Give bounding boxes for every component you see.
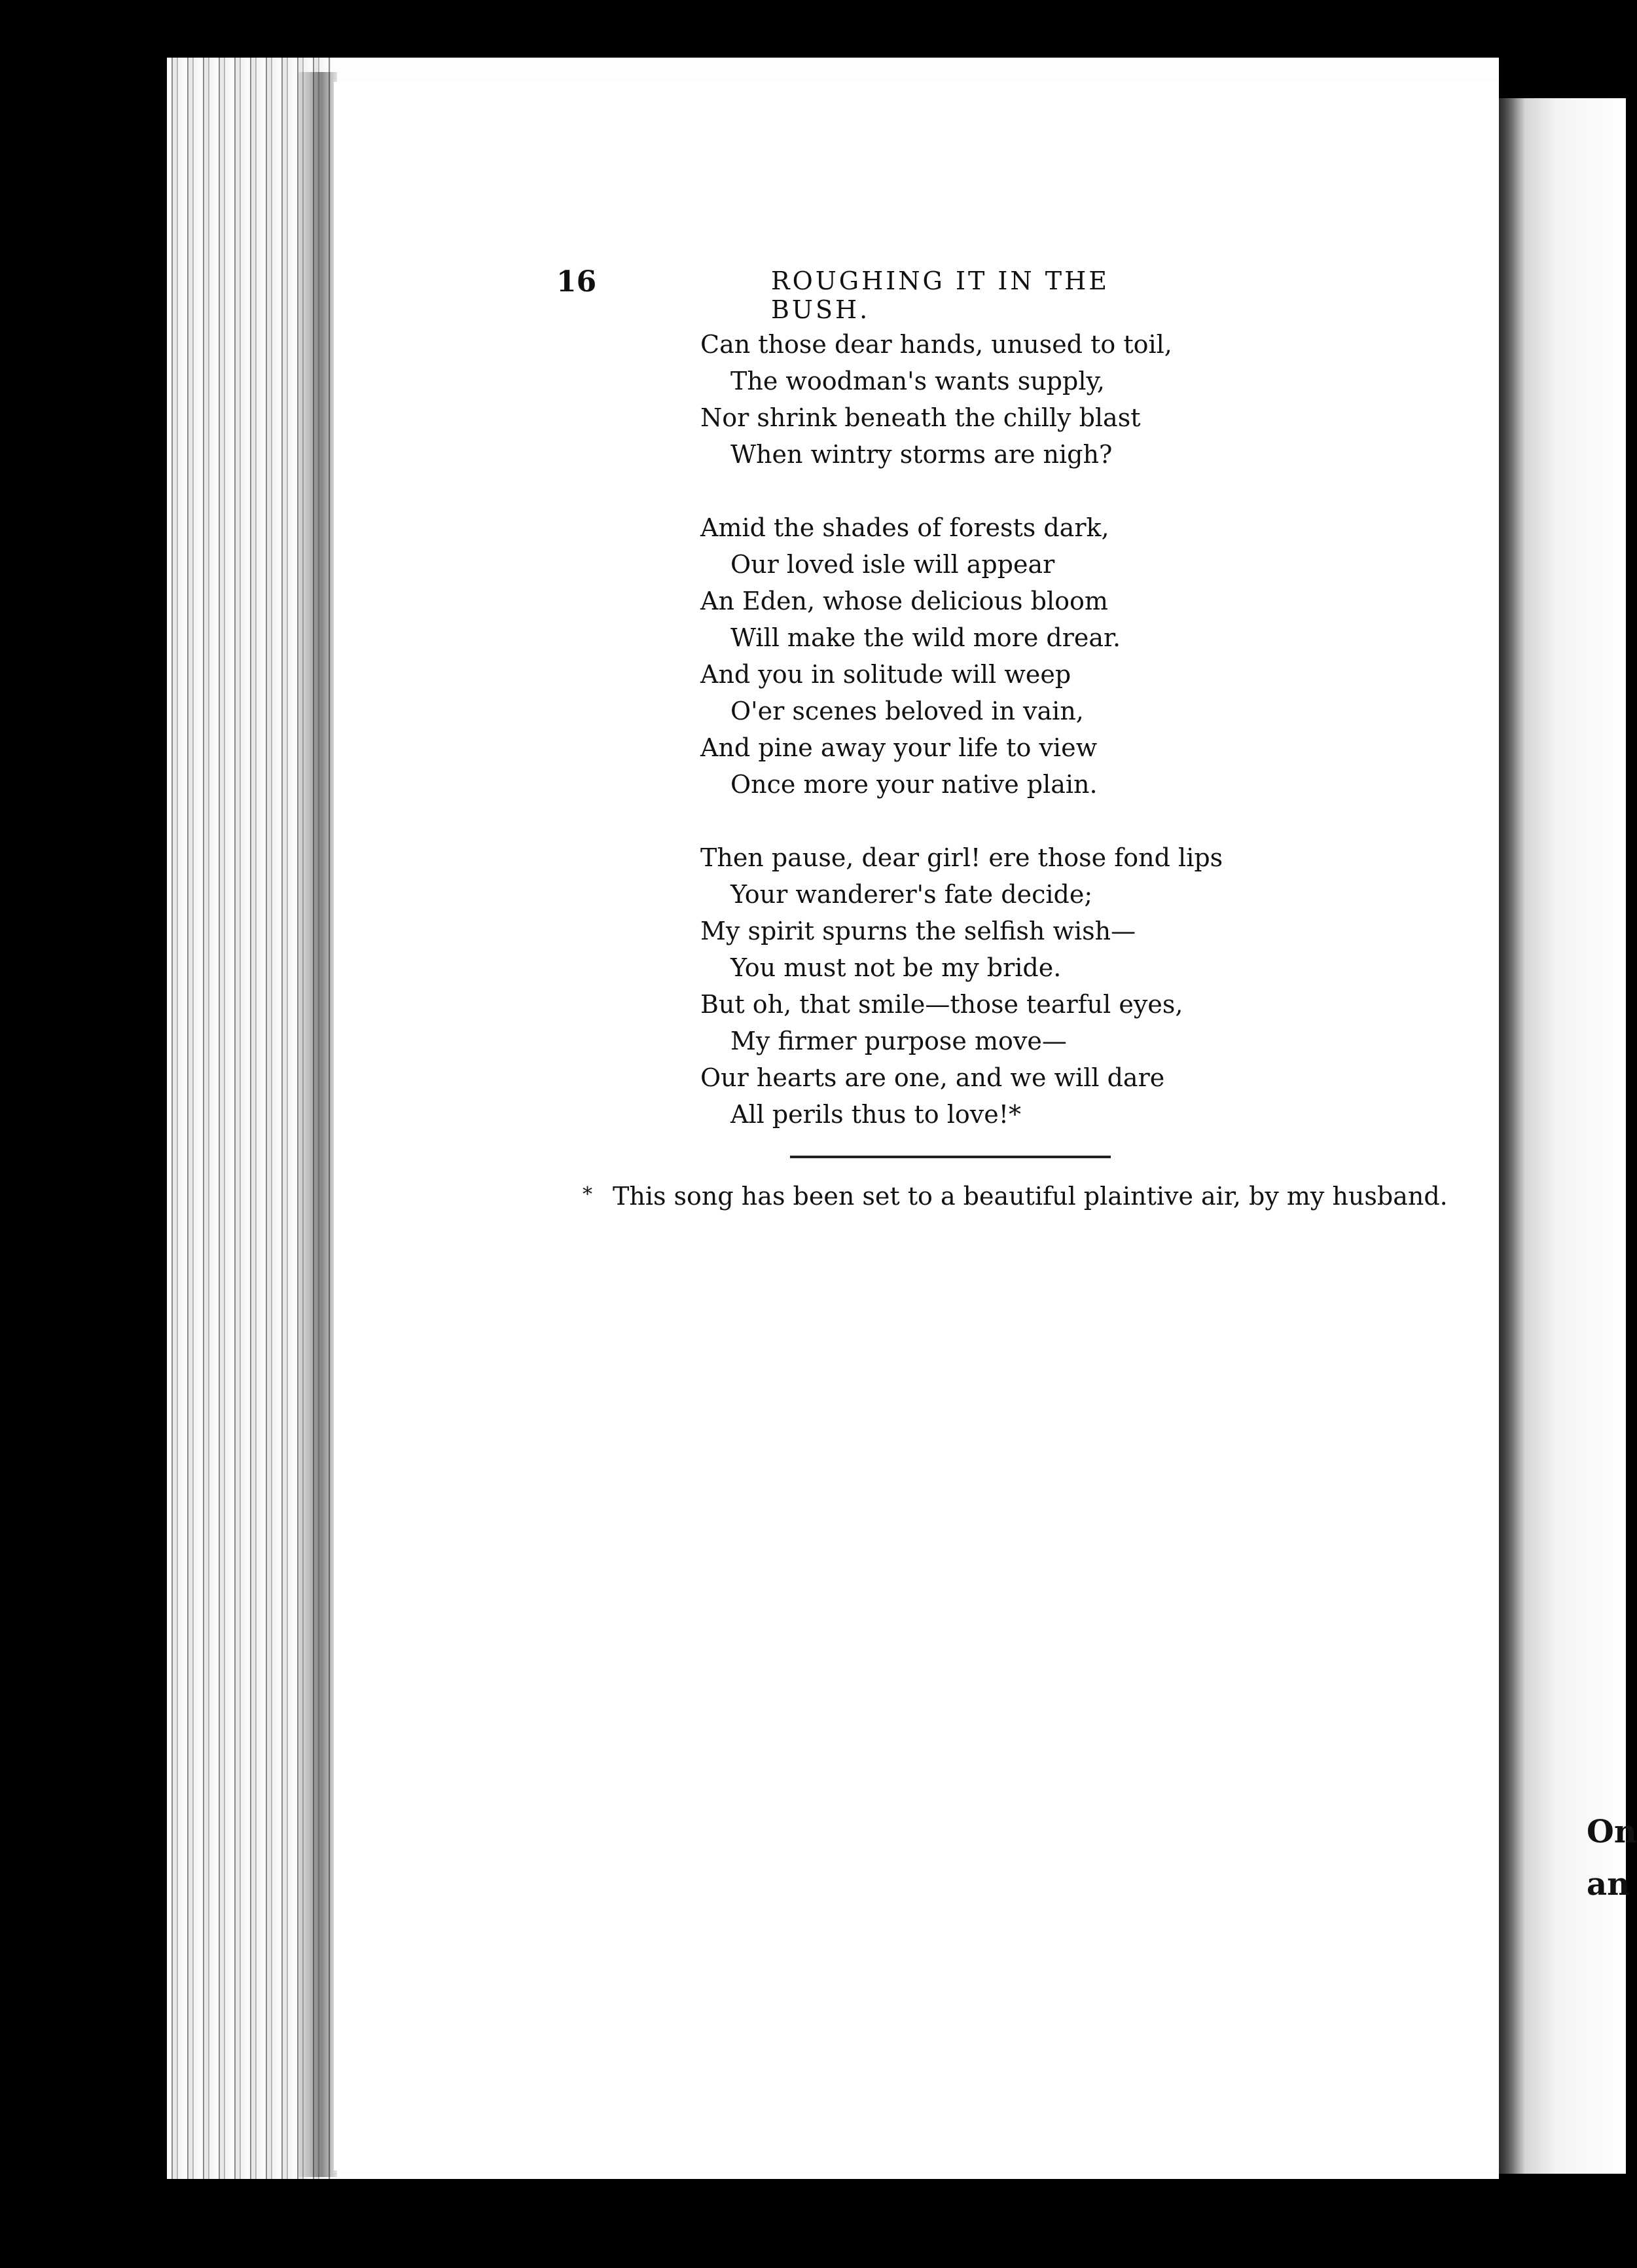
poem-line: Will make the wild more drear. [730, 623, 1121, 652]
poem-line: Your wanderer's fate decide; [730, 880, 1093, 909]
footnote-text: This song has been set to a beautiful plaintive air, by my husband. [613, 1182, 1448, 1211]
facing-page-text-1: On [1587, 1814, 1637, 1850]
poem-line: My spirit spurns the selfish wish— [700, 917, 1136, 945]
poem-line: Can those dear hands, unused to toil, [700, 330, 1172, 359]
running-head-title: ROUGHING IT IN THE BUSH. [771, 266, 1109, 324]
page-number: 16 [556, 265, 597, 299]
poem-line: Nor shrink beneath the chilly blast [700, 403, 1141, 432]
footnote-rule [790, 1156, 1111, 1158]
poem-line: O'er scenes beloved in vain, [730, 697, 1084, 725]
footnote [583, 1182, 1448, 1211]
poem-line: Amid the shades of forests dark, [700, 513, 1109, 542]
stanza-1 [700, 326, 1355, 473]
poem [700, 326, 1355, 1169]
poem-line: You must not be my bride. [730, 953, 1062, 982]
poem-line: Our hearts are one, and we will dare [700, 1063, 1165, 1092]
poem-line: When wintry storms are nigh? [730, 440, 1113, 469]
binding-shadow [298, 72, 337, 2177]
facing-page-text-2: an [1587, 1866, 1630, 1903]
footnote-marker: * [583, 1183, 592, 1206]
poem-line: All perils thus to love!* [730, 1100, 1021, 1129]
stanza-3 [700, 839, 1355, 1133]
poem-line: The woodman's wants supply, [730, 367, 1105, 395]
poem-line: And you in solitude will weep [700, 660, 1071, 689]
poem-line: And pine away your life to view [700, 733, 1098, 762]
stanza-2 [700, 509, 1355, 803]
poem-line: An Eden, whose delicious bloom [700, 587, 1108, 615]
running-head [556, 265, 1211, 324]
facing-page-gutter [1499, 98, 1525, 2174]
poem-line: Then pause, dear girl! ere those fond lips [700, 843, 1223, 872]
poem-line: Once more your native plain. [730, 770, 1098, 799]
poem-line: But oh, that smile—those tearful eyes, [700, 990, 1183, 1019]
poem-line: My firmer purpose move— [730, 1027, 1067, 1055]
poem-line: Our loved isle will appear [730, 550, 1055, 579]
